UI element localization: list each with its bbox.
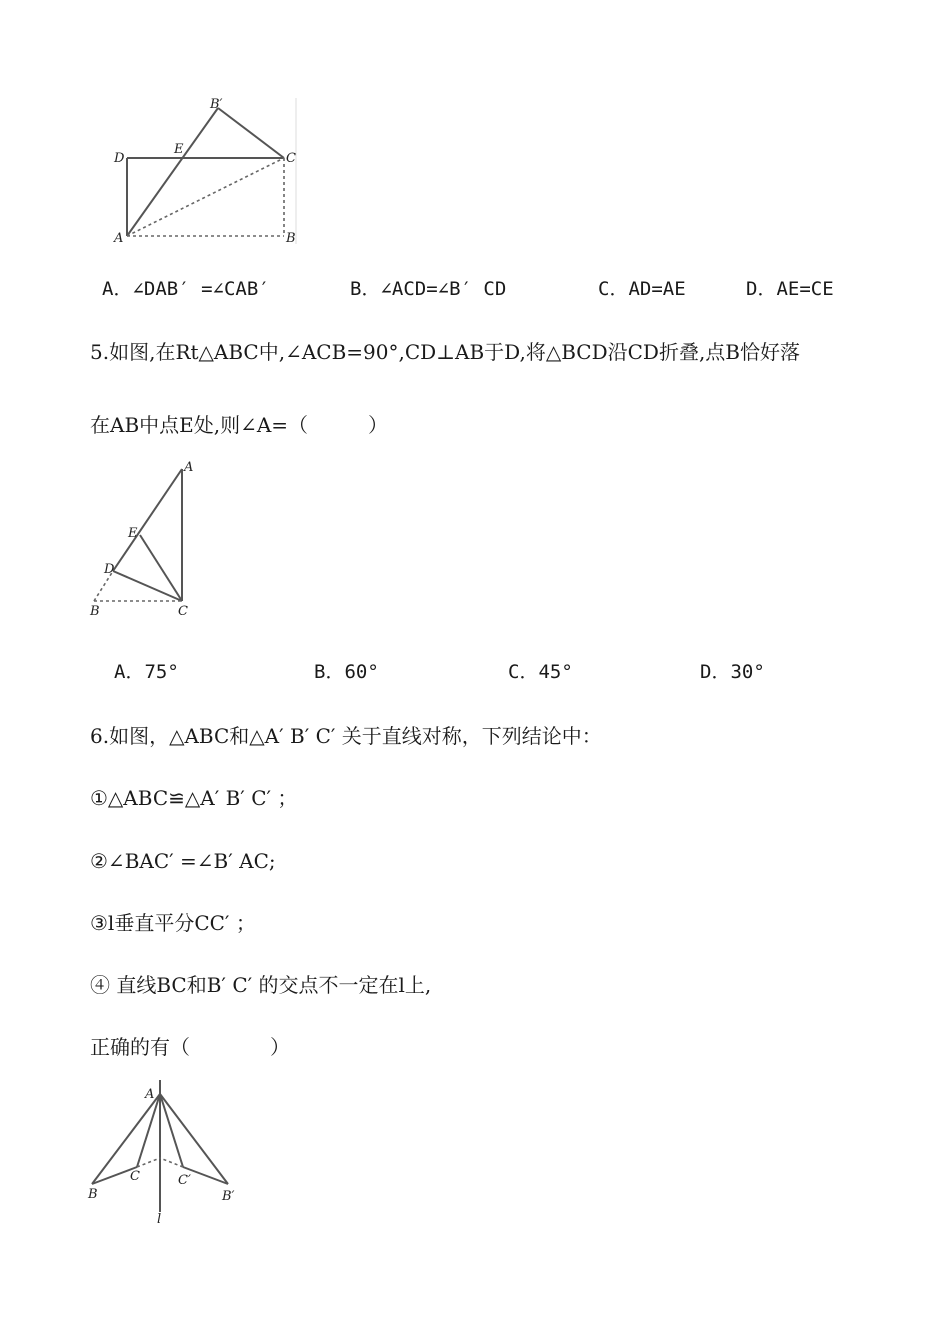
q4-seg-b-prime-c [218,108,284,158]
q6-item-3: ③l垂直平分CC′ ； [90,911,256,935]
q4-seg-ac [127,158,284,236]
q5-option-b: B．60° [314,661,379,683]
q4-option-b: B．∠ACD=∠B′ CD [350,278,507,300]
q4-option-a: A．∠DAB′ =∠CAB′ [102,278,270,300]
q6-label-b: B [88,1187,98,1202]
q6-item-1: ①△ABC≌△A′ B′ C′ ； [90,786,298,810]
q6-item-2: ②∠BAC′ =∠B′ AC; [90,849,276,873]
q4-seg-ab-prime [127,108,218,236]
q6-ask: 正确的有（ ） [90,1035,290,1059]
q5-figure [86,455,206,620]
q4-label-c: C [286,151,296,166]
q5-label-b: B [90,604,100,619]
q6-stem: 6.如图，△ABC和△A′ B′ C′ 关于直线对称，下列结论中： [90,724,602,748]
q4-label-d: D [114,151,125,166]
q6-label-l: l [157,1212,162,1225]
q6-label-c: C [130,1169,140,1184]
q5-label-a: A [184,460,194,475]
q6-seg-ac-prime [160,1094,183,1167]
q6-figure [84,1080,244,1225]
q5-stem-line-2: 在AB中点E处,则∠A=（ ） [90,413,389,437]
q4-option-d: D．AE=CE [746,278,834,300]
q4-label-a: A [114,231,124,246]
q5-option-c: C．45° [508,661,573,683]
q5-option-d: D．30° [700,661,765,683]
q5-label-d: D [104,562,115,577]
q4-label-e: E [174,142,184,157]
q6-label-b-prime: B′ [222,1189,235,1204]
q4-label-b: B [286,231,296,246]
q5-seg-ad [113,469,182,571]
q4-figure [108,96,303,246]
q4-option-c: C．AD=AE [598,278,686,300]
q6-seg-ac [137,1094,160,1167]
q6-item-4: ④ 直线BC和B′ C′ 的交点不一定在l上, [90,973,432,997]
q6-label-a: A [145,1087,155,1102]
q4-label-b-prime: B′ [210,97,223,112]
q5-stem-line-1: 5.如图,在Rt△ABC中,∠ACB=90°,CD⊥AB于D,将△BCD沿CD折叠,点B恰好落 [90,340,800,364]
q5-label-c: C [178,604,188,619]
q5-option-a: A．75° [114,661,179,683]
q5-label-e: E [128,526,138,541]
q6-label-c-prime: C′ [178,1173,191,1188]
